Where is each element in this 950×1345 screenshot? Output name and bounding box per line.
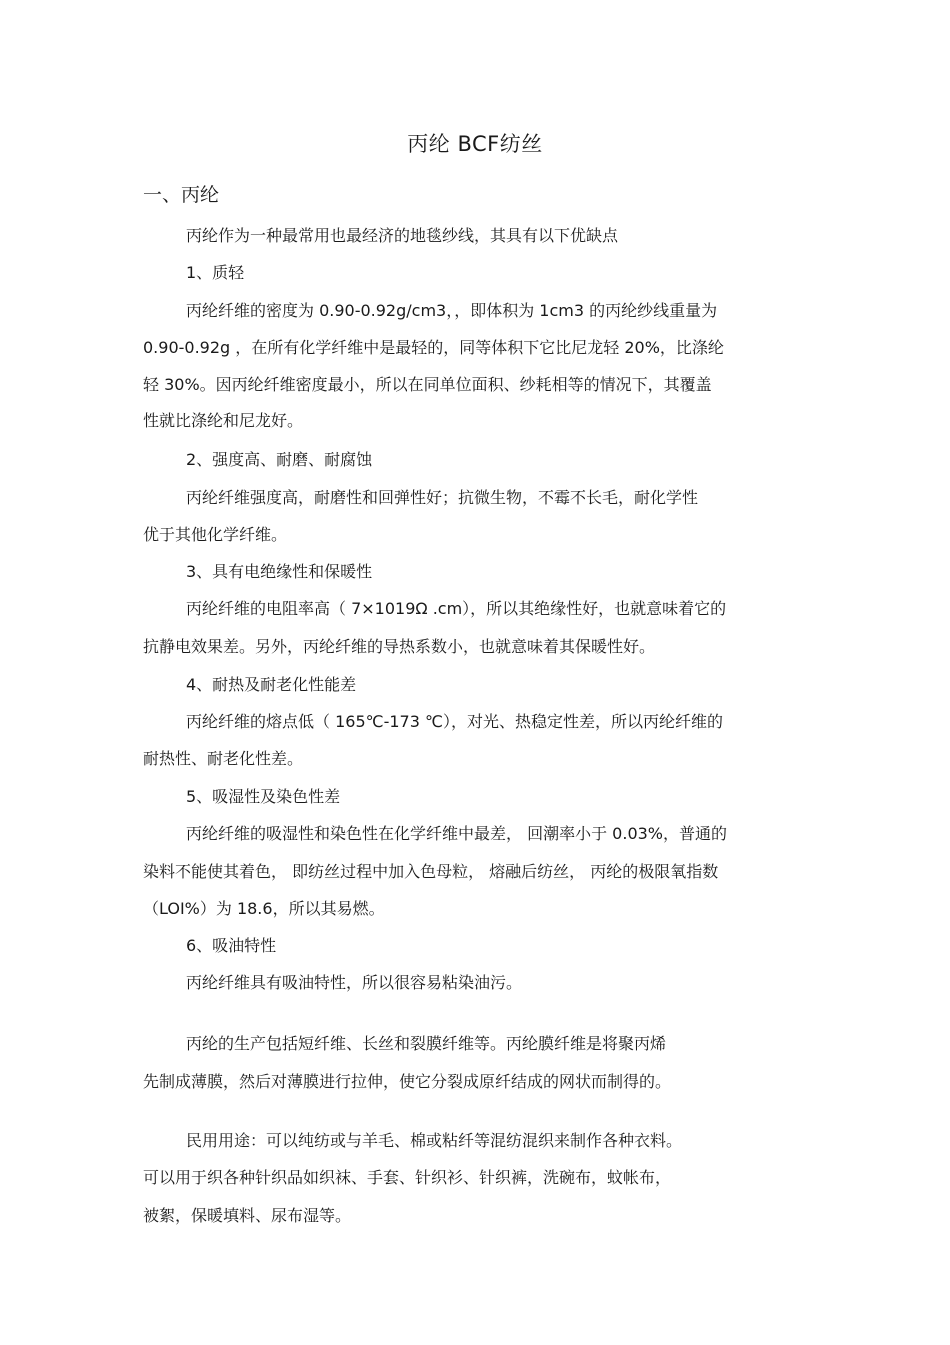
text-line: 2、强度高、耐磨、耐腐蚀 — [186, 450, 373, 469]
text-line: 耐热性、耐老化性差。 — [143, 749, 304, 768]
text-line: 丙纶纤维具有吸油特性，所以很容易粘染油污。 — [186, 973, 523, 992]
text-line: （LOI%）为 18.6，所以其易燃。 — [143, 899, 385, 918]
text-line: 可以用于织各种针织品如织袜、手套、针织衫、针织裤，洗碗布，蚊帐布， — [143, 1168, 672, 1187]
text-line: 民用用途：可以纯纺或与羊毛、棉或粘纤等混纺混织来制作各种衣料。 — [186, 1131, 683, 1150]
text-line: 0.90-0.92g ，在所有化学纤维中是最轻的，同等体积下它比尼龙轻 20%，比涤纶 — [143, 338, 724, 357]
text-line: 丙纶纤维强度高，耐磨性和回弹性好；抗微生物，不霉不长毛，耐化学性 — [186, 488, 699, 507]
text-line: 丙纶纤维的电阻率高（ 7×1019Ω .cm），所以其绝缘性好，也就意味着它的 — [186, 599, 727, 618]
text-line: 3、具有电绝缘性和保暖性 — [186, 562, 373, 581]
text-line: 丙纶纤维的吸湿性和染色性在化学纤维中最差， 回潮率小于 0.03%，普通的 — [186, 824, 728, 843]
text-line: 丙纶纤维的熔点低（ 165℃-173 ℃），对光、热稳定性差，所以丙纶纤维的 — [186, 712, 723, 731]
section-heading: 一、丙纶 — [143, 184, 220, 206]
text-line: 丙纶的生产包括短纤维、长丝和裂膜纤维等。丙纶膜纤维是将聚丙烯 — [186, 1034, 667, 1053]
text-line: 5、吸湿性及染色性差 — [186, 787, 341, 806]
text-line: 4、耐热及耐老化性能差 — [186, 675, 357, 694]
text-line: 染料不能使其着色， 即纺丝过程中加入色母粒， 熔融后纺丝， 丙纶的极限氧指数 — [143, 862, 719, 881]
text-line: 抗静电效果差。另外，丙纶纤维的导热系数小，也就意味着其保暖性好。 — [143, 637, 656, 656]
text-line: 轻 30%。因丙纶纤维密度最小，所以在同单位面积、纱耗相等的情况下，其覆盖 — [143, 375, 712, 394]
text-line: 1、质轻 — [186, 263, 245, 282]
text-line: 6、吸油特性 — [186, 936, 277, 955]
text-line: 丙纶作为一种最常用也最经济的地毯纱线，其具有以下优缺点 — [186, 226, 619, 245]
text-line: 丙纶纤维的密度为 0.90-0.92g/cm3，，即体积为 1cm3 的丙纶纱线重量为 — [186, 301, 718, 320]
text-line: 被絮，保暖填料、尿布湿等。 — [143, 1206, 352, 1225]
document-title: 丙纶 BCF纺丝 — [407, 132, 543, 156]
text-line: 优于其他化学纤维。 — [143, 525, 288, 544]
text-line: 先制成薄膜，然后对薄膜进行拉伸，使它分裂成原纤结成的网状而制得的。 — [143, 1072, 672, 1091]
text-line: 性就比涤纶和尼龙好。 — [143, 411, 304, 430]
